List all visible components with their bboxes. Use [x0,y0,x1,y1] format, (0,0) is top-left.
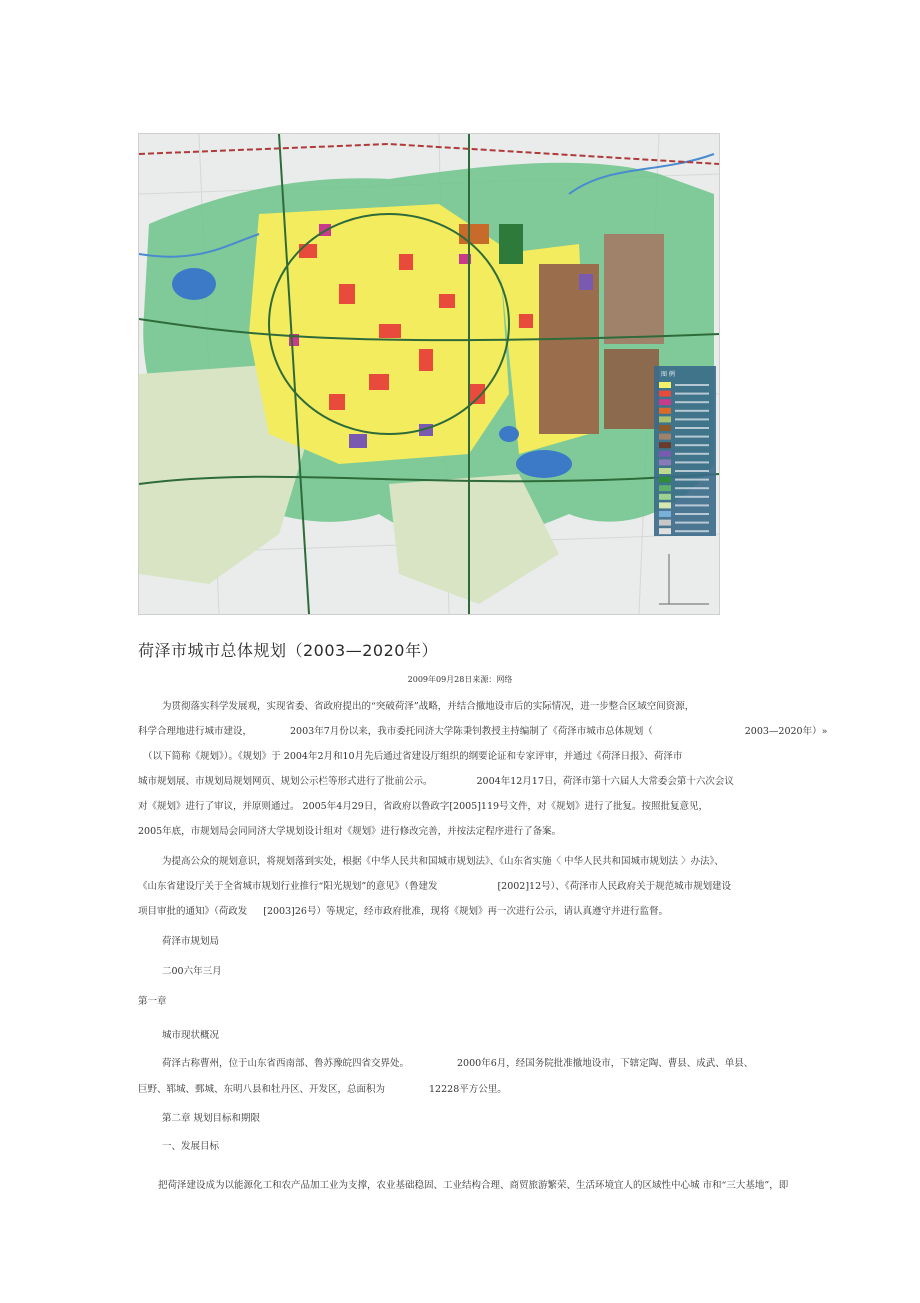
legend-label-blur [675,444,709,446]
legend-swatch [659,391,671,397]
legend-label-blur [675,513,709,515]
legend-label-blur [675,436,709,438]
legend-label-blur [675,461,709,463]
legend-swatch [659,416,671,422]
city-plan-map [138,133,720,615]
legend-label-blur [675,453,709,455]
legend-label-blur [675,470,709,472]
legend-swatch [659,442,671,448]
legend-swatch [659,511,671,517]
chapter-heading: 第二章 规划目标和期限 [162,1113,261,1124]
legend-swatch [659,382,671,388]
land-use-map-graphic [139,134,719,614]
text-line: 为提高公众的规划意识，将规划落到实处，根据《中华人民共和国城市规划法》、《山东省实施〈 中华人民共和国城市规划法 〉办法》、 [162,856,724,867]
signature-date: 二00六年三月 [162,966,222,977]
text-line: 《山东省建设厅关于全省城市规划行业推行“阳光规划”的意见》（鲁建发 [2002]12号）、《荷泽市人民政府关于规范城市规划建设 [138,881,732,892]
map-legend [654,366,716,536]
section-heading: 城市现状概况 [162,1030,220,1041]
text-line: 巨野、郓城、鄄城、东明八县和牡丹区、开发区，总面积为 12228平方公里。 [138,1084,507,1095]
text-line: 2005年底，市规划局会同同济大学规划设计组对《规划》进行修改完善，并按法定程序进行了备案。 [138,826,562,837]
legend-label-blur [675,401,709,403]
dateline: 2009年09月28日来源：网络 [407,675,513,684]
legend-label-blur [675,504,709,506]
legend-label-blur [675,418,709,420]
legend-swatch [659,399,671,405]
text-line: 对《规划》进行了审议，并原则通过。 2005年4月29日，省政府以鲁政字[2005]119号文件，对《规划》进行了批复。按照批复意见， [138,801,709,812]
text-line: 城市规划展、市规划局规划网页、规划公示栏等形式进行了批前公示。 2004年12月17日，荷泽市第十六届人大常委会第十六次会议 [138,776,734,787]
map-legend-title: 图 例 [661,371,675,378]
text-line: 把荷泽建设成为以能源化工和农产品加工业为支撑，农业基础稳固、工业结构合理、商贸旅游繁荣、生活环境宜人的区域性中心城 市和“三大基地”，即 [158,1180,789,1191]
signature-org: 荷泽市规划局 [162,936,220,947]
legend-swatch [659,408,671,414]
text-line: 科学合理地进行城市建设， 2003年7月份以来，我市委托同济大学陈秉钊教授主持编制了《荷泽市城市总体规划（ 2003—2020年）» [138,726,828,737]
legend-swatch [659,494,671,500]
text-line: 为贯彻落实科学发展观，实现省委、省政府提出的“突破荷泽”战略，并结合撤地设市后的实际情况，进一步整合区域空间资源， [162,701,695,712]
legend-swatch [659,434,671,440]
legend-label-blur [675,427,709,429]
legend-label-blur [675,487,709,489]
legend-swatch [659,451,671,457]
legend-label-blur [675,530,709,532]
text-line: （以下简称《规划》）。《规划》于 2004年2月和10月先后通过省建设厅组织的纲要论证和专家评审，并通过《荷泽日报》、荷泽市 [143,751,683,762]
chapter-heading: 第一章 [138,996,167,1007]
legend-label-blur [675,479,709,481]
legend-swatch [659,425,671,431]
legend-swatch [659,459,671,465]
section-heading: 一、发展目标 [162,1141,220,1152]
page-title: 荷泽市城市总体规划（2003—2020年） [138,641,438,660]
text-line: 荷泽古称曹州，位于山东省西南部、鲁苏豫皖四省交界处。 2000年6月，经国务院批准撤地设市，下辖定陶、曹县、成武、单县、 [162,1058,754,1069]
legend-swatch [659,502,671,508]
legend-swatch [659,468,671,474]
text-line: 项目审批的通知》（荷政发 [2003]26号）等规定，经市政府批准，现将《规划》再一次进行公示，请认真遵守并进行监督。 [138,906,668,917]
legend-label-blur [675,384,709,386]
legend-label-blur [675,522,709,524]
legend-swatch [659,477,671,483]
legend-label-blur [675,496,709,498]
legend-label-blur [675,410,709,412]
legend-swatch [659,520,671,526]
legend-label-blur [675,393,709,395]
legend-swatch [659,528,671,534]
legend-swatch [659,485,671,491]
